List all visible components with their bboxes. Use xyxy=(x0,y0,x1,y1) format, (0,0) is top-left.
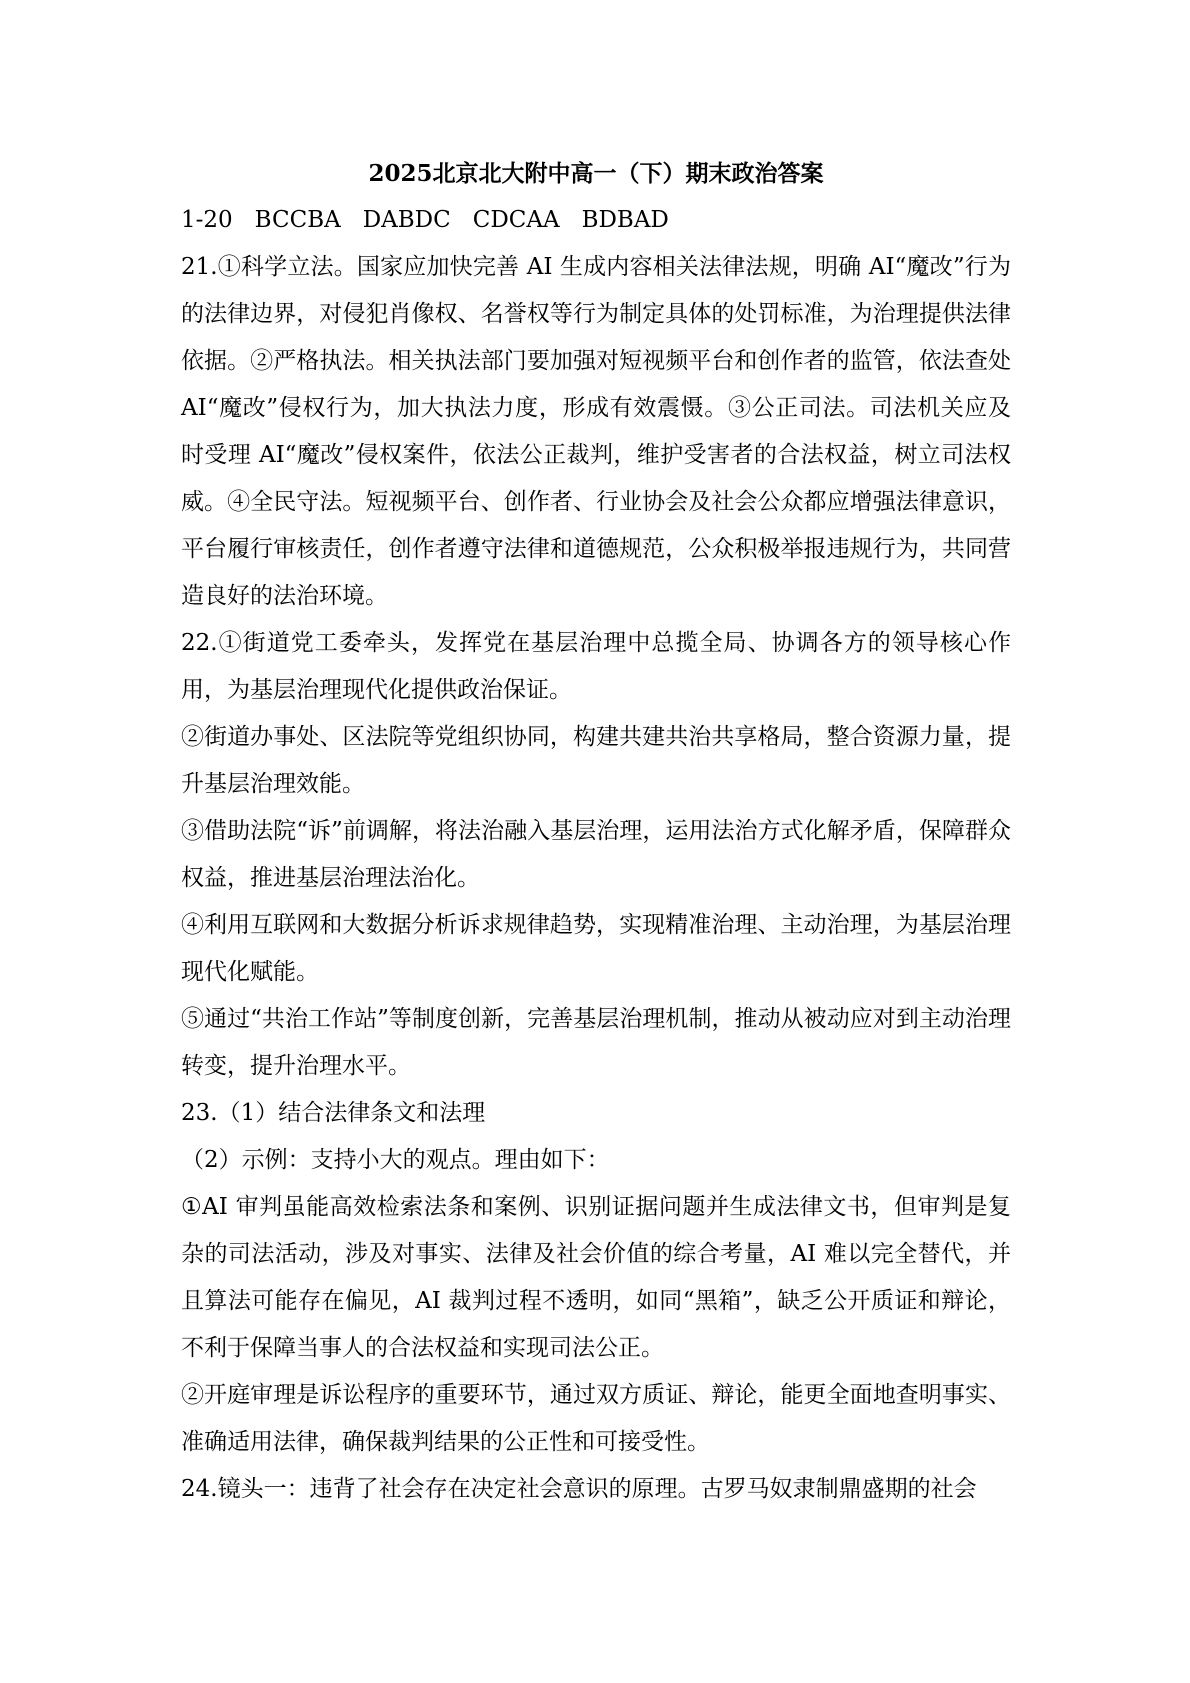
answer-22-point-5: ⑤通过“共治工作站”等制度创新，完善基层治理机制，推动从被动应对到主动治理转变，提升治理水平。 xyxy=(181,1006,1011,1079)
answer-22-point-2: ②街道办事处、区法院等党组织协同，构建共建共治共享格局，整合资源力量，提升基层治理效能。 xyxy=(181,724,1011,797)
answer-23-part-2: （2）示例：支持小大的观点。理由如下： xyxy=(181,1147,610,1173)
answer-22-point-4: ④利用互联网和大数据分析诉求规律趋势，实现精准治理、主动治理，为基层治理现代化赋能。 xyxy=(181,912,1011,985)
answer-22-point-3: ③借助法院“诉”前调解，将法治融入基层治理，运用法治方式化解矛盾，保障群众权益，推进基层治理法治化。 xyxy=(181,818,1011,891)
answer-23-part-1: 23.（1）结合法律条文和法理 xyxy=(181,1100,486,1126)
answer-22-point-1: 22.①街道党工委牵头，发挥党在基层治理中总揽全局、协调各方的领导核心作用，为基层治理现代化提供政治保证。 xyxy=(181,630,1011,703)
key-group: DABDC xyxy=(362,207,451,233)
multiple-choice-key xyxy=(181,197,1011,244)
page-title: 2025北京北大附中高一（下）期末政治答案 xyxy=(368,160,824,187)
document-body xyxy=(181,150,1011,1513)
answer-23-reason-1: ①AI 审判虽能高效检索法条和案例、识别证据问题并生成法律文书，但审判是复杂的司法活动，涉及对事实、法律及社会价值的综合考量，AI 难以完全替代，并且算法可能存在偏见，AI 裁判过程不透明，如同“黑箱”，缺乏公开质证和辩论，不利于保障当事人的合法权益和实现司法公正。 xyxy=(181,1194,1011,1361)
key-group: BCCBA xyxy=(254,207,341,233)
answer-23-reason-2: ②开庭审理是诉讼程序的重要环节，通过双方质证、辩论，能更全面地查明事实、准确适用法律，确保裁判结果的公正性和可接受性。 xyxy=(181,1382,1011,1455)
answer-24: 24.镜头一：违背了社会存在决定社会意识的原理。古罗马奴隶制鼎盛期的社会 xyxy=(181,1476,977,1502)
key-group: BDBAD xyxy=(581,207,669,233)
key-group: CDCAA xyxy=(472,207,560,233)
answer-21: 21.①科学立法。国家应加快完善 AI 生成内容相关法律法规，明确 AI“魔改”行为的法律边界，对侵犯肖像权、名誉权等行为制定具体的处罚标准，为治理提供法律依据。②严格执法。相关执法部门要加强对短视频平台和创作者的监管，依法查处 AI“魔改”侵权行为，加大执法力度，形成有效震慑。③公正司法。司法机关应及时受理 AI“魔改”侵权案件，依法公正裁判，维护受害者的合法权益，树立司法权威。④全民守法。短视频平台、创作者、行业协会及社会公众都应增强法律意识，平台履行审核责任，创作者遵守法律和道德规范，公众积极举报违规行为，共同营造良好的法治环境。 xyxy=(181,254,1011,609)
key-prefix: 1-20 xyxy=(181,207,233,233)
